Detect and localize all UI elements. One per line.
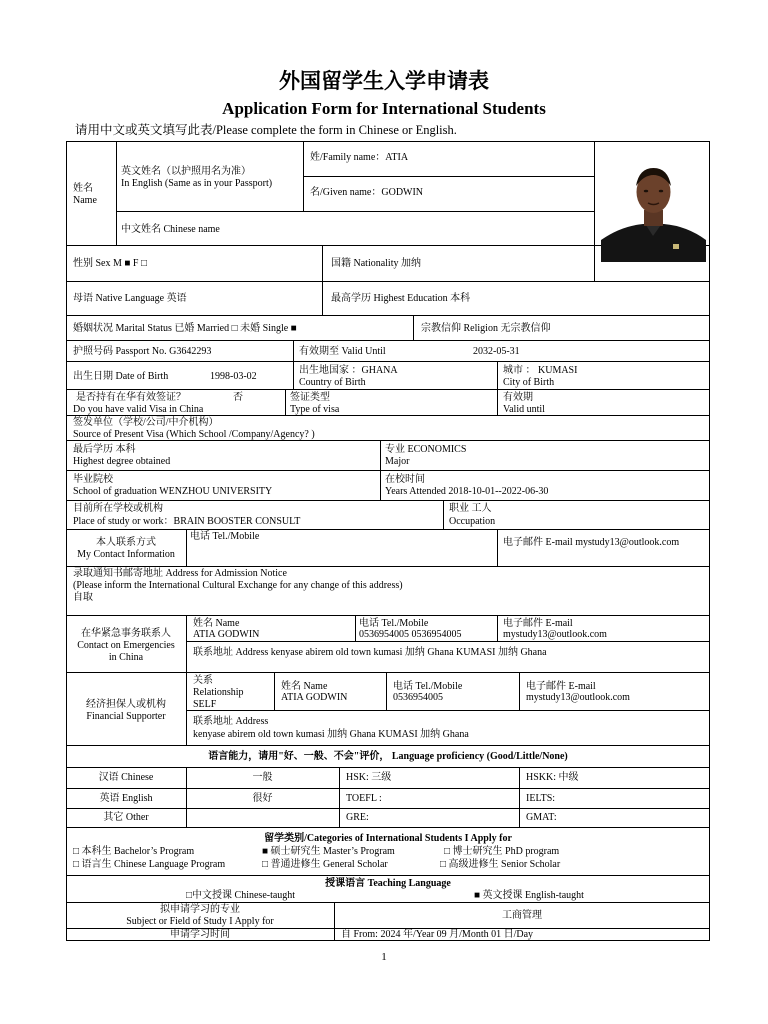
admission-address-value[interactable]: 自取: [73, 592, 93, 603]
school-label-cn: 毕业院校: [73, 474, 113, 485]
language-row-chinese-level[interactable]: 一般: [252, 772, 273, 783]
supporter-label-en: Financial Supporter: [86, 711, 166, 722]
english-name-label-en: In English (Same as in your Passport): [121, 178, 273, 189]
category-bachelor-checkbox[interactable]: □ 本科生 Bachelor’s Program: [73, 846, 195, 857]
category-phd-checkbox[interactable]: □ 博士研究生 PhD program: [444, 846, 560, 857]
native-language-field[interactable]: 母语 Native Language 英语: [73, 293, 187, 304]
visa-valid-label-en: Valid until: [503, 404, 545, 415]
emergency-email-field[interactable]: mystudy13@outlook.com: [503, 629, 607, 640]
occupation-field[interactable]: 职业 工人: [449, 503, 492, 514]
supporter-tel-field[interactable]: 0536954005: [393, 692, 443, 703]
country-of-birth-en: Country of Birth: [299, 377, 366, 388]
family-name-field[interactable]: 姓/Family name：ATIA: [310, 152, 409, 163]
occupation-label-en: Occupation: [449, 516, 496, 527]
visa-source-label-cn: 签发单位（学校/公司/中介机构）: [73, 417, 219, 428]
supporter-name-field[interactable]: ATIA GODWIN: [281, 692, 348, 703]
emergency-tel-label: 电话 Tel./Mobile: [359, 618, 429, 629]
city-of-birth-en: City of Birth: [503, 377, 555, 388]
has-visa-answer[interactable]: 否: [233, 392, 243, 403]
sex-field[interactable]: 性别 Sex M ■ F □: [73, 258, 148, 269]
years-attended-field[interactable]: Years Attended 2018-10-01--2022-06-30: [385, 486, 549, 497]
supporter-email-field[interactable]: mystudy13@outlook.com: [526, 692, 630, 703]
emergency-label-3: in China: [108, 652, 144, 663]
name-label-en: Name: [73, 195, 97, 206]
form-title-english: Application Form for International Students: [222, 99, 546, 118]
subject-label-en: Subject or Field of Study I Apply for: [126, 916, 274, 927]
form-title-chinese: 外国留学生入学申请表: [279, 69, 489, 93]
form-instruction: 请用中文或英文填写此表/Please complete the form in Chinese or English.: [75, 123, 457, 137]
dob-label: 出生日期 Date of Birth: [73, 371, 169, 382]
category-general-scholar-checkbox[interactable]: □ 普通进修生 General Scholar: [262, 859, 388, 870]
emergency-email-label: 电子邮件 E-mail: [503, 618, 573, 629]
work-place-label-cn: 目前所在学校或机构: [73, 503, 163, 514]
given-name-field[interactable]: 名/Given name：GODWIN: [310, 187, 424, 198]
school-field[interactable]: School of graduation WENZHOU UNIVERSITY: [73, 486, 273, 497]
valid-until-label: 有效期至 Valid Until: [299, 346, 386, 357]
has-visa-label-cn: 是否持有在华有效签证？: [76, 392, 186, 403]
supporter-email-label: 电子邮件 E-mail: [526, 681, 596, 692]
language-row-other-test2[interactable]: GMAT:: [526, 812, 557, 823]
category-master-checkbox[interactable]: ■ 硕士研究生 Master’s Program: [262, 846, 395, 857]
passport-number-field[interactable]: 护照号码 Passport No. G3642293: [73, 346, 212, 357]
supporter-label-cn: 经济担保人或机构: [86, 699, 166, 710]
emergency-address-field[interactable]: 联系地址 Address kenyase abirem old town kumasi 加纳 Ghana KUMASI 加纳 Ghana: [193, 647, 547, 658]
visa-type-label-en: Type of visa: [290, 404, 340, 415]
has-visa-label-en: Do you have valid Visa in China: [73, 404, 204, 415]
language-row-other-name: 其它 Other: [103, 812, 149, 823]
supporter-address-field[interactable]: kenyase abirem old town kumasi 加纳 Ghana KUMASI 加纳 Ghana: [193, 729, 469, 740]
english-name-label-cn: 英文姓名（以护照用名为准）: [121, 166, 251, 177]
supporter-relationship-label-en: Relationship: [193, 687, 244, 698]
study-period-label: 申请学习时间: [170, 929, 230, 940]
supporter-relationship-label-cn: 关系: [193, 675, 213, 686]
subject-field[interactable]: 工商管理: [502, 910, 542, 921]
contact-email-field[interactable]: 电子邮件 E-mail mystudy13@outlook.com: [503, 537, 680, 548]
page-number: 1: [381, 951, 387, 963]
dob-value[interactable]: 1998-03-02: [210, 371, 257, 382]
degree-field[interactable]: 最后学历 本科: [73, 444, 136, 455]
contact-label-cn: 本人联系方式: [96, 537, 156, 548]
emergency-label-2: Contact on Emergencies: [77, 640, 175, 651]
emergency-tel-field[interactable]: 0536954005 0536954005: [359, 629, 462, 640]
language-row-english-test2[interactable]: IELTS:: [526, 793, 556, 804]
category-heading: 留学类别/Categories of International Students I Apply for: [264, 833, 512, 844]
teaching-language-heading: 授课语言 Teaching Language: [325, 878, 451, 889]
contact-tel-field[interactable]: 电话 Tel./Mobile: [190, 531, 260, 542]
visa-valid-label-cn: 有效期: [503, 392, 533, 403]
admission-address-label: 录取通知书邮寄地址 Address for Admission Notice: [73, 568, 287, 579]
highest-education-field[interactable]: 最高学历 Highest Education 本科: [331, 293, 471, 304]
major-field[interactable]: 专业 ECONOMICS: [385, 444, 467, 455]
emergency-name-label: 姓名 Name: [193, 618, 240, 629]
teaching-chinese-checkbox[interactable]: □中文授课 Chinese-taught: [186, 890, 296, 901]
language-heading: 语言能力，请用"好、一般、不会"评价， Language proficiency (Good/Little/None): [208, 751, 568, 762]
visa-source-label-en: Source of Present Visa (Which School /Company/Agency? ): [73, 429, 315, 440]
country-of-birth-cn[interactable]: 出生地国家 ：GHANA: [299, 365, 398, 376]
supporter-tel-label: 电话 Tel./Mobile: [393, 681, 463, 692]
marital-status-field[interactable]: 婚姻状况 Marital Status 已婚 Married □ 未婚 Single ■: [73, 323, 297, 334]
emergency-label-1: 在华紧急事务联系人: [81, 628, 171, 639]
name-label-cn: 姓名: [73, 183, 93, 194]
supporter-name-label: 姓名 Name: [281, 681, 328, 692]
language-row-chinese-name: 汉语 Chinese: [98, 772, 154, 783]
language-row-english-level[interactable]: 很好: [252, 793, 273, 804]
language-row-chinese-test1[interactable]: HSK: 三级: [346, 772, 392, 783]
chinese-name-field[interactable]: 中文姓名 Chinese name: [121, 224, 220, 235]
supporter-relationship-field[interactable]: SELF: [193, 699, 217, 710]
admission-address-note: (Please inform the International Cultural Exchange for any change of this address): [73, 580, 403, 591]
religion-field[interactable]: 宗教信仰 Religion 无宗教信仰: [421, 323, 551, 334]
major-label-en: Major: [385, 456, 410, 467]
degree-label-en: Highest degree obtained: [73, 456, 171, 467]
valid-until-value[interactable]: 2032-05-31: [473, 346, 520, 357]
contact-label-en: My Contact Information: [77, 549, 175, 560]
city-of-birth-cn[interactable]: 城市 ： KUMASI: [503, 365, 578, 376]
work-place-field[interactable]: Place of study or work：BRAIN BOOSTER CONSULT: [73, 516, 301, 527]
study-period-field[interactable]: 自 From: 2024 年/Year 09 月/Month 01 日/Day: [341, 929, 534, 940]
emergency-name-field[interactable]: ATIA GODWIN: [193, 629, 260, 640]
supporter-address-label: 联系地址 Address: [193, 716, 269, 727]
nationality-field[interactable]: 国籍 Nationality 加纳: [331, 258, 421, 269]
language-row-other-test1[interactable]: GRE:: [346, 812, 369, 823]
applicant-photo: [601, 162, 706, 262]
language-row-english-test1[interactable]: TOEFL :: [346, 793, 382, 804]
category-senior-scholar-checkbox[interactable]: □ 高级进修生 Senior Scholar: [440, 859, 561, 870]
language-row-english-name: 英语 English: [99, 793, 153, 804]
visa-type-label-cn: 签证类型: [290, 392, 330, 403]
subject-label-cn: 拟申请学习的专业: [160, 904, 240, 915]
teaching-english-checkbox[interactable]: ■ 英文授课 English-taught: [474, 890, 584, 901]
attended-label-cn: 在校时间: [385, 474, 425, 485]
category-chinese-language-checkbox[interactable]: □ 语言生 Chinese Language Program: [73, 859, 226, 870]
language-row-chinese-test2[interactable]: HSKK: 中级: [526, 772, 579, 783]
